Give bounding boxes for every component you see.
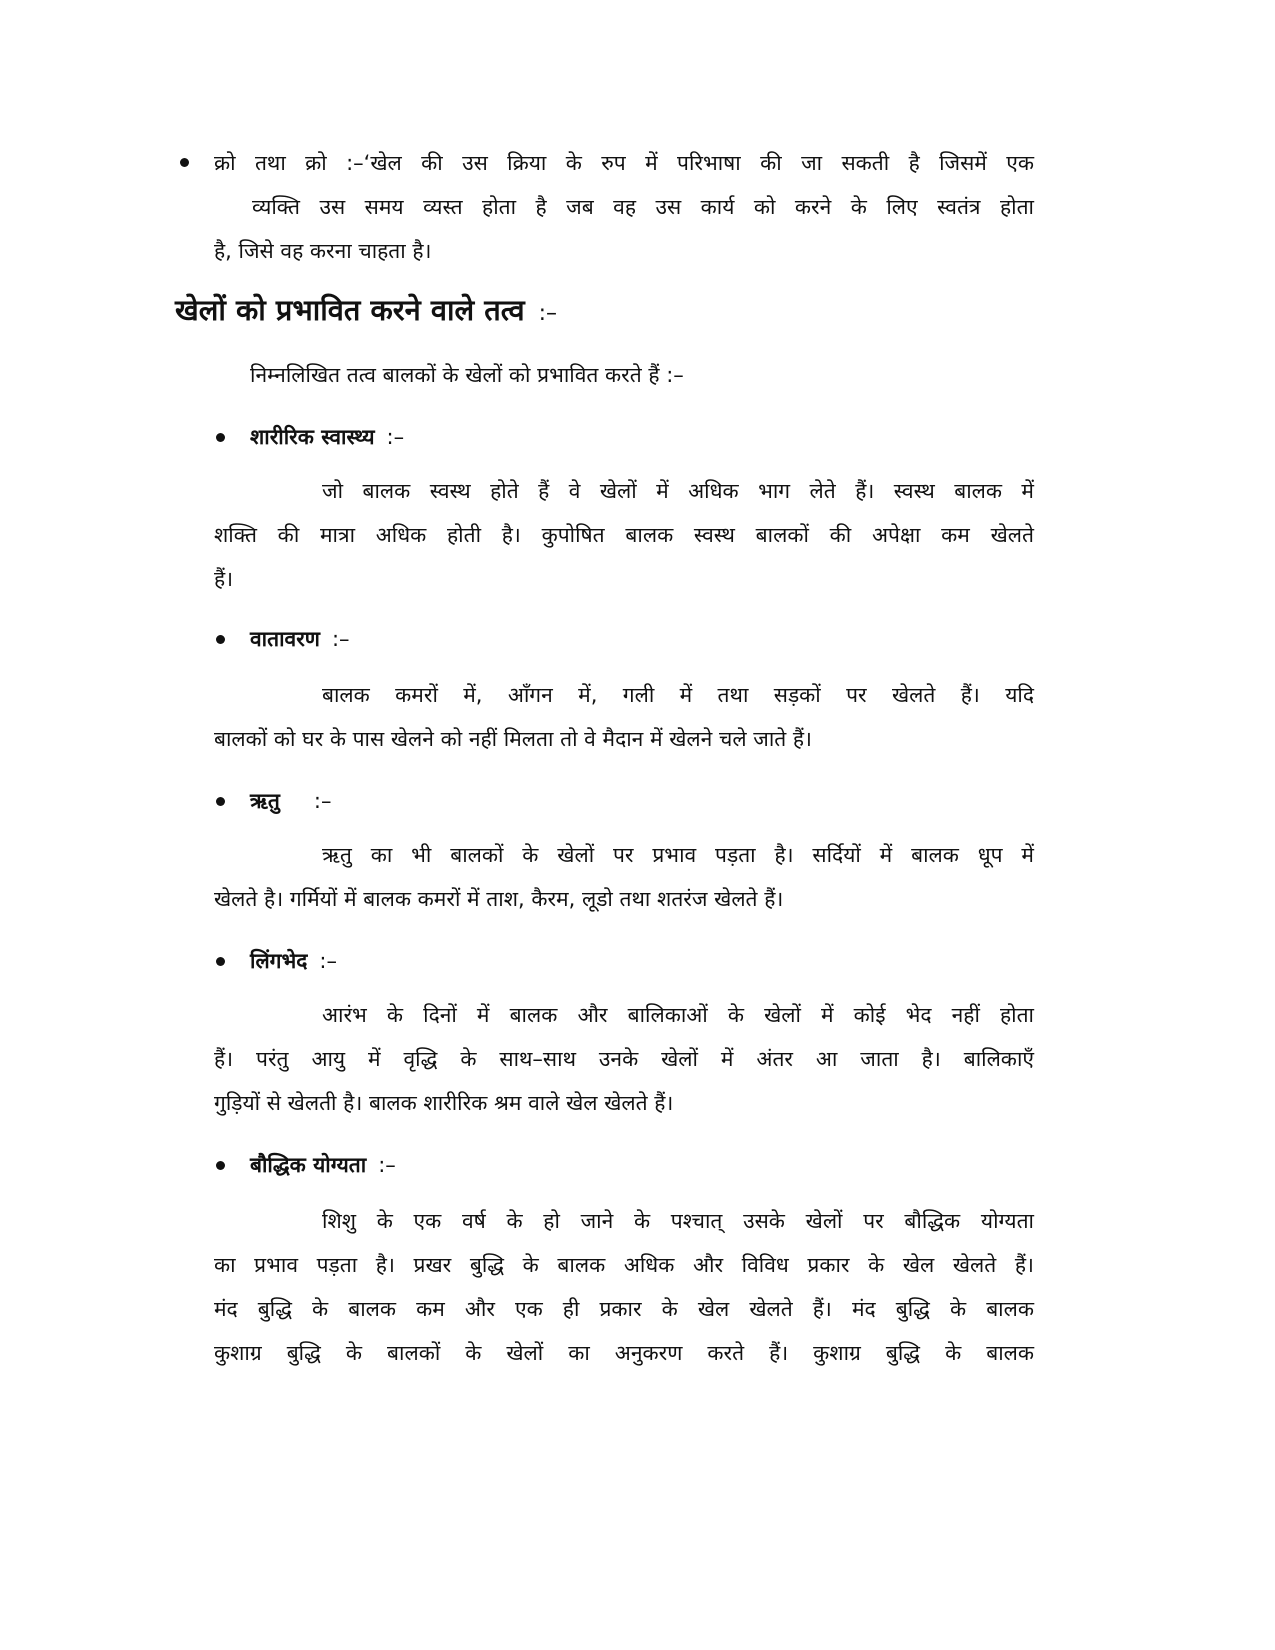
section-3-title <box>250 786 331 816</box>
section-heading-title: खेलों को प्रभावित करने वाले तत्व <box>175 293 525 327</box>
section-2-line-2: बालकों को घर के पास खेलने को नहीं मिलता तो वे मैदान में खेलने चले जाते हैं। <box>214 727 813 751</box>
section-2-title <box>250 624 350 654</box>
section-5-bullet-icon <box>216 1161 225 1170</box>
section-4-line-3: गुड़ियों से खेलती है। बालक शारीरिक श्रम वाले खेल खेलते हैं। <box>214 1091 674 1115</box>
section-1-title <box>250 422 404 452</box>
intro-line-1: क्रो तथा क्रो :–‘खेल की उस क्रिया के रुप में परिभाषा की जा सकती है जिसमें एक <box>214 151 1034 175</box>
section-3-line-2: खेलते है। गर्मियों में बालक कमरों में ताश, कैरम, लूडो तथा शतरंज खेलते हैं। <box>214 887 784 911</box>
section-3-title-suffix: :– <box>313 789 332 813</box>
section-2-title-text: वातावरण <box>250 627 320 651</box>
section-3-title-text: ऋतु <box>250 789 280 813</box>
section-heading-suffix: :– <box>538 301 558 326</box>
section-4-title-suffix: :– <box>319 949 337 973</box>
section-1-line-2: शक्ति की मात्रा अधिक होती है। कुपोषित बालक स्वस्थ बालकों की अपेक्षा कम खेलते <box>214 523 1034 547</box>
section-1-title-suffix: :– <box>386 425 405 449</box>
section-5-line-1: शिशु के एक वर्ष के हो जाने के पश्चात् उसके खेलों पर बौद्धिक योग्यता <box>322 1209 1034 1233</box>
section-heading <box>175 290 557 334</box>
section-5-title <box>250 1150 396 1180</box>
section-1-line-1: जो बालक स्वस्थ होते हैं वे खेलों में अधिक भाग लेते हैं। स्वस्थ बालक में <box>322 479 1034 503</box>
section-4-title <box>250 946 337 976</box>
section-1-bullet-icon <box>216 433 225 442</box>
section-3-bullet-icon <box>216 797 225 806</box>
lead-paragraph: निम्नलिखित तत्व बालकों के खेलों को प्रभावित करते हैं :– <box>250 363 684 387</box>
section-4-line-2: हैं। परंतु आयु में वृद्धि के साथ–साथ उनके खेलों में अंतर आ जाता है। बालिकाएँ <box>214 1047 1034 1071</box>
section-2-bullet-icon <box>216 635 225 644</box>
section-4-bullet-icon <box>216 957 225 966</box>
intro-bullet-icon <box>180 158 189 167</box>
intro-line-3: है, जिसे वह करना चाहता है। <box>214 239 432 263</box>
section-1-line-3: हैं। <box>214 567 234 591</box>
section-1-title-text: शारीरिक स्वास्थ्य <box>250 425 375 449</box>
section-3-line-1: ऋतु का भी बालकों के खेलों पर प्रभाव पड़ता है। सर्दियों में बालक धूप में <box>322 843 1034 867</box>
section-5-line-2: का प्रभाव पड़ता है। प्रखर बुद्धि के बालक अधिक और विविध प्रकार के खेल खेलते हैं। <box>214 1253 1034 1277</box>
section-5-line-4: कुशाग्र बुद्धि के बालकों के खेलों का अनुकरण करते हैं। कुशाग्र बुद्धि के बालक <box>214 1341 1034 1365</box>
section-4-line-1: आरंभ के दिनों में बालक और बालिकाओं के खेलों में कोई भेद नहीं होता <box>322 1003 1034 1027</box>
section-2-title-suffix: :– <box>331 627 350 651</box>
section-5-title-suffix: :– <box>378 1153 396 1177</box>
intro-line-2: व्यक्ति उस समय व्यस्त होता है जब वह उस कार्य को करने के लिए स्वतंत्र होता <box>252 195 1034 219</box>
section-4-title-text: लिंगभेद <box>250 949 308 973</box>
section-5-line-3: मंद बुद्धि के बालक कम और एक ही प्रकार के खेल खेलते हैं। मंद बुद्धि के बालक <box>214 1297 1034 1321</box>
section-2-line-1: बालक कमरों में, आँगन में, गली में तथा सड़कों पर खेलते हैं। यदि <box>322 683 1034 707</box>
section-5-title-text: बौद्धिक योग्यता <box>250 1153 367 1177</box>
